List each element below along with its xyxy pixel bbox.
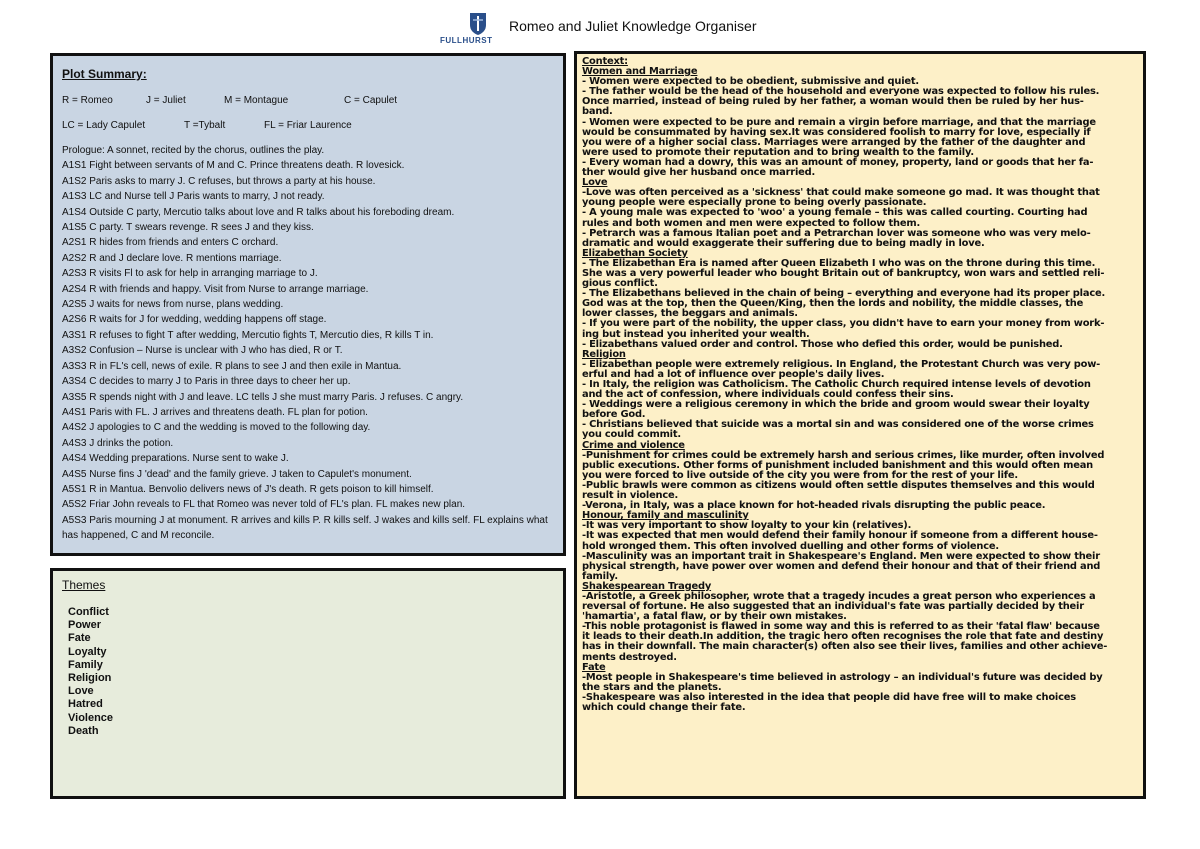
theme-item: Hatred	[68, 698, 103, 711]
context-panel	[574, 51, 1146, 799]
theme-item: Loyalty	[68, 645, 107, 658]
key-friar-laurence: FL = Friar Laurence	[264, 120, 352, 131]
context-section	[582, 441, 1138, 512]
plot-line-a4s2: A4S2 J apologies to C and the wedding is moved to the following day.	[62, 422, 371, 434]
context-section	[582, 249, 1138, 350]
context-line: -Verona, in Italy, was a place known for hot-headed rivals disrupting the public peace.	[582, 500, 1046, 512]
page-title: Romeo and Juliet Knowledge Organiser	[509, 18, 757, 34]
character-key-row-2	[62, 120, 554, 131]
context-line: ing but instead you inherited your wealth.	[582, 328, 810, 340]
context-line: reversal of fortune. He also suggested that an individual's fate was partially decided by their	[582, 601, 1084, 613]
plot-line-a4s4: A4S4 Wedding preparations. Nurse sent to wake J.	[62, 453, 289, 465]
theme-item: Death	[68, 724, 99, 737]
context-line: -This noble protagonist is flawed in some way and this is referred to as their 'fatal flaw' because	[582, 621, 1100, 633]
context-label: Context:	[582, 56, 628, 67]
context-line: -It was expected that men would defend their family honour if someone from a different house-	[582, 530, 1098, 542]
context-line: -Aristotle, a Greek philosopher, wrote that a tragedy incudes a great person who experiences a	[582, 590, 1096, 602]
plot-line-a4s5: A4S5 Nurse fins J 'dead' and the family grieve. J taken to Capulet's monument.	[62, 468, 412, 480]
plot-line-a4s3: A4S3 J drinks the potion.	[62, 437, 174, 449]
context-line: lower classes, the beggars and animals.	[582, 308, 798, 320]
context-line: -Most people in Shakespeare's time believed in astrology – an individual's future was decided by	[582, 671, 1103, 683]
context-line: and the act of confession, where individuals could confess their sins.	[582, 389, 954, 401]
context-section-heading: Shakespearean Tragedy	[582, 580, 712, 592]
context-line: hold wronged them. This often involved duelling and other forms of violence.	[582, 540, 999, 552]
themes-list	[62, 606, 554, 738]
context-line: it leads to their death.In addition, the tragic hero often recognises the role that fate and destiny	[582, 631, 1104, 643]
context-section-heading: Religion	[582, 348, 626, 360]
plot-line-a2s3: A2S3 R visits Fl to ask for help in arranging marriage to J.	[62, 268, 318, 280]
plot-line-a5s2: A5S2 Friar John reveals to FL that Romeo was never told of FL's plan. FL makes new plan.	[62, 499, 466, 511]
theme-item: Fate	[68, 632, 91, 645]
context-line: rules and both women and men were expected to follow them.	[582, 217, 921, 229]
plot-line-a5s1: A5S1 R in Mantua. Benvolio delivers news of J's death. R gets poison to kill himself.	[62, 483, 434, 495]
context-line: you were of a higher social class. Marriages were arranged by the father of the daughter and	[582, 136, 1086, 148]
context-sections	[582, 67, 1138, 713]
context-line: - The Elizabethan Era is named after Queen Elizabeth I who was on the throne during this time.	[582, 257, 1096, 269]
context-line: - A young male was expected to 'woo' a young female – this was called courting. Courting had	[582, 207, 1088, 219]
plot-summary-panel	[50, 53, 566, 556]
context-line: were used to promote their reputation and to bring wealth to the family.	[582, 146, 974, 158]
plot-line-a3s1: A3S1 R refuses to fight T after wedding, Mercutio fights T, Mercutio dies, R kills T in.	[62, 329, 434, 341]
context-line: - Christians believed that suicide was a mortal sin and was considered one of the worse crimes	[582, 419, 1094, 431]
context-line: which could change their fate.	[582, 702, 746, 713]
plot-line-a2s5: A2S5 J waits for news from nurse, plans wedding.	[62, 299, 284, 311]
context-line: -Love was often perceived as a 'sickness' that could make someone go mad. It was thought that	[582, 187, 1100, 199]
context-line: the stars and the planets.	[582, 681, 722, 693]
context-line: -Punishment for crimes could be extremely harsh and serious crimes, like murder, often involved	[582, 449, 1105, 461]
context-line: before God.	[582, 409, 646, 421]
plot-line-a2s1: A2S1 R hides from friends and enters C orchard.	[62, 237, 279, 249]
context-line: -It was very important to show loyalty to your kin (relatives).	[582, 520, 912, 532]
context-line: gious conflict.	[582, 278, 658, 290]
context-line: erful and had a lot of influence over people's daily lives.	[582, 368, 885, 380]
context-line: family.	[582, 570, 618, 582]
context-section-heading: Honour, family and masculinity	[582, 510, 749, 522]
context-line: -Shakespeare was also interested in the idea that people did have free will to make choices	[582, 691, 1076, 703]
context-line: ments destroyed.	[582, 651, 677, 663]
plot-line-a2s2: A2S2 R and J declare love. R mentions marriage.	[62, 252, 282, 264]
plot-line-prologue: Prologue: A sonnet, recited by the chorus, outlines the play.	[62, 145, 325, 156]
context-section-heading: Elizabethan Society	[582, 247, 688, 259]
context-line: physical strength, have power over women and defend their honour and that of their friend and	[582, 560, 1101, 572]
context-line: - The Elizabethans believed in the chain of being – everything and everyone had its proper place.	[582, 288, 1106, 300]
plot-line-a3s5: A3S5 R spends night with J and leave. LC tells J she must marry Paris. J refuses. C angry.	[62, 391, 464, 403]
context-line: - Women were expected to be obedient, submissive and quiet.	[582, 76, 919, 88]
plot-summary-list	[62, 143, 554, 544]
context-section	[582, 178, 1138, 249]
key-montague: M = Montague	[224, 95, 289, 106]
plot-line-a4s1: A4S1 Paris with FL. J arrives and threatens death. FL plan for potion.	[62, 406, 368, 418]
page-header	[0, 10, 1200, 46]
context-line: -Masculinity was an important trait in Shakespeare's England. Men were expected to show their	[582, 550, 1100, 562]
context-line: Once married, instead of being ruled by her father, a woman would then be ruled by her hus-	[582, 96, 1084, 108]
key-romeo: R = Romeo	[62, 95, 113, 106]
plot-line-a1s4: A1S4 Outside C party, Mercutio talks about love and R talks about his foreboding dream.	[62, 206, 455, 218]
context-line: band.	[582, 106, 613, 118]
context-line: - Elizabethan people were extremely religious. In England, the Protestant Church was very pow-	[582, 358, 1101, 370]
plot-line-a3s4: A3S4 C decides to marry J to Paris in three days to cheer her up.	[62, 376, 351, 388]
context-section	[582, 350, 1138, 441]
context-section	[582, 67, 1138, 178]
key-juliet: J = Juliet	[146, 95, 186, 106]
theme-item: Love	[68, 685, 94, 698]
context-line: dramatic and would exaggerate their suffering due to being madly in love.	[582, 237, 985, 249]
logo-text: FULLHURST	[440, 36, 493, 45]
context-line: - In Italy, the religion was Catholicism. The Catholic Church required intense levels of devotion	[582, 379, 1091, 390]
context-section-heading: Crime and violence	[582, 439, 685, 451]
context-line: result in violence.	[582, 490, 679, 502]
context-line: - Every woman had a dowry, this was an amount of money, property, land or goods that her fa-	[582, 156, 1094, 168]
character-key-row-1	[62, 95, 554, 106]
context-line: God was at the top, then the Queen/King, then the lords and nobility, the middle classes, the	[582, 298, 1084, 310]
plot-line-a3s3: A3S3 R in FL's cell, news of exile. R plans to see J and then exile in Mantua.	[62, 360, 402, 372]
plot-line-a1s5: A1S5 C party. T swears revenge. R sees J and they kiss.	[62, 222, 314, 234]
context-line: has in their downfall. The main character(s) often also see their lives, families and other achieve-	[582, 641, 1108, 653]
context-line: would be consummated by having sex.It was considered foolish to marry for love, especially if	[582, 126, 1091, 138]
context-section	[582, 663, 1138, 713]
context-section-heading: Love	[582, 177, 608, 189]
context-line: - Elizabethans valued order and control. Those who defied this order, would be punished.	[582, 338, 1063, 350]
key-capulet: C = Capulet	[344, 95, 398, 106]
school-logo	[440, 12, 493, 48]
context-line: She was a very powerful leader who bought Britain out of bankruptcy, won wars and settled reli-	[582, 267, 1105, 279]
plot-line-a2s4: A2S4 R with friends and happy. Visit from Nurse to arrange marriage.	[62, 283, 369, 295]
context-line: -Public brawls were common as citizens would often settle disputes themselves and this would	[582, 479, 1095, 491]
context-section-heading: Fate	[582, 661, 606, 673]
plot-line-a2s6: A2S6 R waits for J for wedding, wedding happens off stage.	[62, 314, 327, 326]
theme-item: Violence	[68, 711, 114, 724]
context-line: ther would give her husband once married.	[582, 167, 816, 179]
context-line: public executions. Other forms of punishment included banishment and this would often mean	[582, 459, 1094, 471]
context-line: - Weddings were a religious ceremony in which the bride and groom would swear their loyalty	[582, 399, 1090, 411]
key-tybalt: T =Tybalt	[184, 120, 226, 131]
context-line: 'hamartia', a fatal flaw, or by their own mistakes.	[582, 611, 847, 623]
context-section-heading: Women and Marriage	[582, 66, 698, 78]
context-line: you were forced to live outside of the city you were from for the rest of your life.	[582, 469, 1018, 481]
plot-line-a5s3: A5S3 Paris mourning J at monument. R arrives and kills P. R kills self. J wakes and kills self. FL explains what has happened, C and M reconcile.	[62, 514, 548, 542]
theme-item: Family	[68, 658, 103, 671]
themes-panel	[50, 568, 566, 799]
plot-line-a3s2: A3S2 Confusion – Nurse is unclear with J who has died, R or T.	[62, 345, 343, 357]
context-line: young people were especially prone to being overly passionate.	[582, 197, 927, 209]
context-section	[582, 511, 1138, 582]
logo-shield-icon	[468, 12, 488, 36]
context-line: - If you were part of the nobility, the upper class, you didn't have to earn your money from work-	[582, 318, 1105, 330]
context-line: - Women were expected to be pure and remain a virgin before marriage, and that the marriage	[582, 116, 1096, 128]
plot-line-a1s3: A1S3 LC and Nurse tell J Paris wants to marry, J not ready.	[62, 191, 325, 203]
theme-item: Religion	[68, 672, 112, 685]
context-line: - The father would be the head of the household and everyone was expected to follow his rules.	[582, 86, 1100, 98]
plot-summary-title: Plot Summary:	[62, 67, 147, 81]
theme-item: Power	[68, 619, 102, 632]
themes-title: Themes	[62, 578, 106, 592]
plot-line-a1s1: A1S1 Fight between servants of M and C. Prince threatens death. R lovesick.	[62, 160, 405, 172]
theme-item: Conflict	[68, 606, 109, 618]
context-section	[582, 582, 1138, 663]
context-line: you could commit.	[582, 429, 681, 441]
key-lady-capulet: LC = Lady Capulet	[62, 120, 146, 131]
context-line: - Petrarch was a famous Italian poet and a Petrarchan lover was someone who was very melo-	[582, 227, 1091, 239]
plot-line-a1s2: A1S2 Paris asks to marry J. C refuses, but throws a party at his house.	[62, 175, 376, 187]
